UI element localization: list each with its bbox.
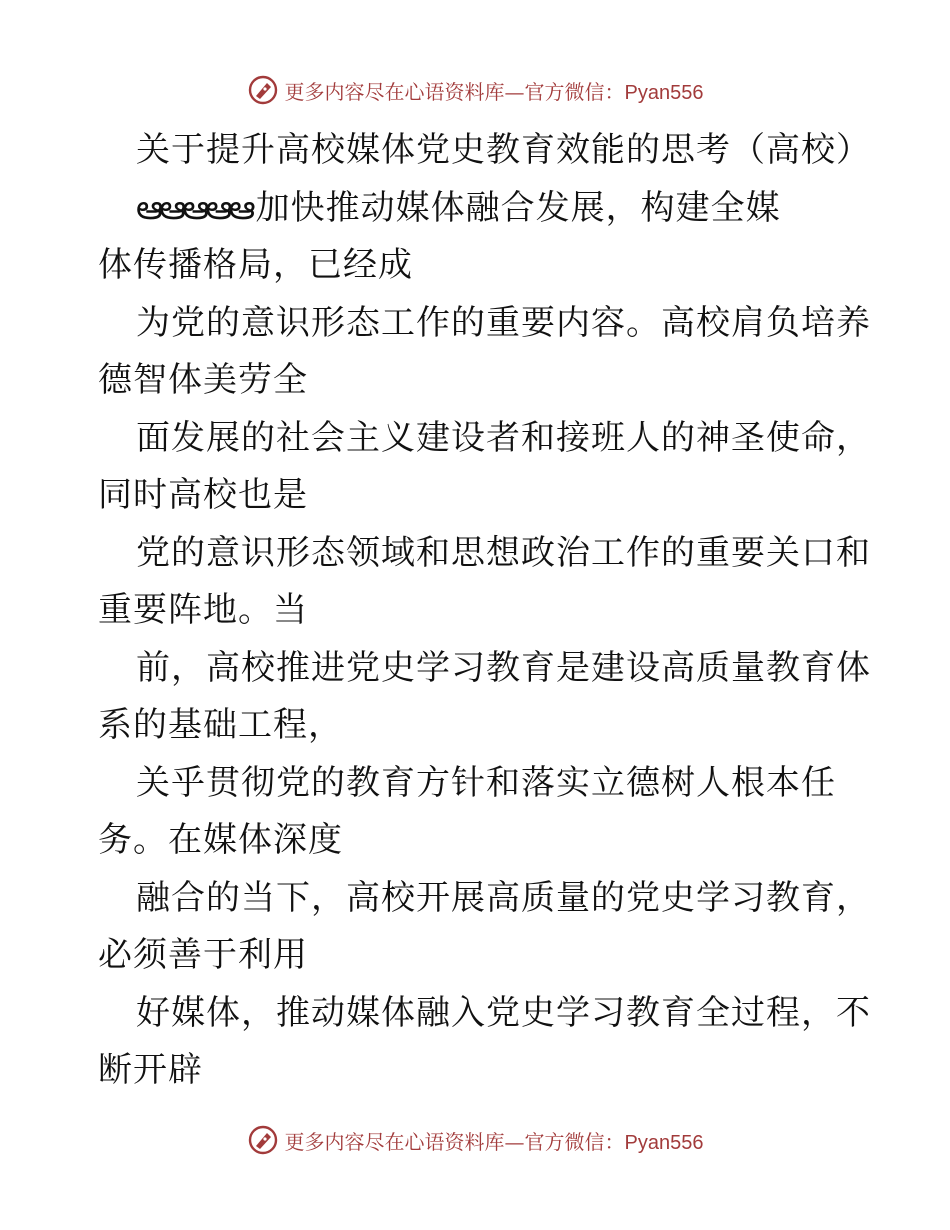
text-line: 重要阵地。当 [98,590,308,630]
text-line: 同时高校也是 [98,475,308,515]
document-body [98,122,871,1100]
footer-banner [0,1120,950,1160]
text-line: 德智体美劳全 [98,360,308,400]
text-line: 断开辟 [98,1050,203,1090]
text-line: ఆఆఆఆఆ 加快推动媒体融合发展，构建全媒 [136,187,781,228]
text-line: 为党的意识形态工作的重要内容。高校肩负培养 [136,302,871,343]
text-line: 关乎贯彻党的教育方针和落实立德树人根本任 [136,762,836,803]
text-line: 融合的当下，高校开展高质量的党史学习教育， [136,877,871,918]
header-banner [0,70,950,110]
text-line: 党的意识形态领域和思想政治工作的重要关口和 [136,532,871,573]
pen-nib-circle-icon [247,1124,279,1156]
banner-wechat-id: Pyan556 [624,1131,704,1154]
text-line: 必须善于利用 [98,935,308,975]
text-line: 体传播格局，已经成 [98,245,413,285]
text-line: 前，高校推进党史学习教育是建设高质量教育体 [136,647,871,688]
ornament-glyphs: ఆఆఆఆఆ [136,187,252,228]
pen-nib-circle-icon [247,74,279,106]
banner-wechat-id: Pyan556 [624,81,704,104]
banner-text: 更多内容尽在心语资料库—官方微信：Pyan556 [284,1129,704,1154]
text-line: 务。在媒体深度 [98,820,343,860]
document-title: 关于提升高校媒体党史教育效能的思考（高校） [136,130,871,170]
text-line: 面发展的社会主义建设者和接班人的神圣使命， [136,417,871,458]
text-line: 系的基础工程， [98,705,343,745]
banner-text: 更多内容尽在心语资料库—官方微信：Pyan556 [284,79,704,104]
text-line: 好媒体，推动媒体融入党史学习教育全过程，不 [136,992,871,1033]
